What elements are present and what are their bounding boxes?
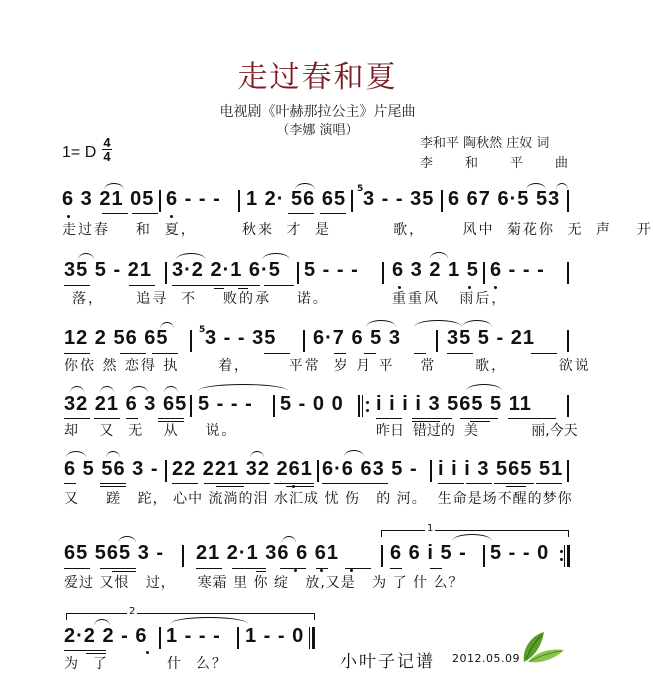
composer-char: 和 — [464, 156, 478, 171]
lyric: 什 — [413, 575, 429, 591]
lyric: 什 — [166, 656, 183, 672]
underline — [364, 353, 376, 354]
leaf-icon — [520, 630, 566, 664]
lyric: 岁 — [333, 358, 350, 374]
underline — [196, 568, 222, 569]
measure-notes: 5 - 0 0 — [280, 393, 344, 415]
measure-notes: 35 5 - 21 — [447, 327, 535, 349]
lyric: 从 — [163, 423, 180, 439]
lyric: 又恨 — [99, 575, 130, 591]
lyric: 心中 — [173, 491, 204, 507]
lyric: 诺。 — [296, 291, 329, 307]
lyric: 河。 — [396, 491, 427, 507]
measure-notes: 6 - - - — [490, 259, 545, 281]
barline — [159, 627, 161, 649]
lyric: 了 — [92, 656, 109, 672]
lyric: 重重风 — [392, 291, 440, 307]
slur — [262, 253, 290, 260]
underline — [447, 353, 473, 354]
volta-number: 2 — [129, 606, 136, 617]
underline — [334, 353, 346, 354]
underline — [232, 568, 266, 569]
underline — [152, 353, 178, 354]
slur — [526, 183, 546, 190]
underline — [64, 568, 90, 569]
lyric: 不 — [181, 291, 198, 307]
underline — [132, 213, 158, 214]
measure-notes: 32 21 6 3 65 — [64, 393, 188, 415]
underline — [216, 486, 244, 487]
underline — [274, 483, 314, 484]
composer-char: 李 — [420, 156, 434, 171]
barline — [238, 190, 240, 212]
time-signature — [102, 137, 112, 162]
time-signature-bottom: 4 — [103, 149, 111, 164]
measure-notes: 65 565 3 - — [64, 542, 165, 564]
measure-notes: 21 2·1 36 6 61 — [196, 542, 339, 564]
underline — [438, 483, 464, 484]
measure-notes: 6·7 6 5 3 — [313, 327, 401, 349]
lyric-line — [72, 288, 329, 308]
repeat-dot — [366, 409, 369, 412]
measure-notes: 5 - - - — [198, 393, 253, 415]
underline — [64, 285, 90, 286]
underline — [64, 353, 90, 354]
measure-notes: 6 5 56 3 - — [64, 458, 159, 480]
measure-notes: 1 - - - — [166, 625, 221, 647]
lyric-line — [64, 488, 573, 508]
lyric: 败的承 — [222, 291, 271, 307]
lyric: 雨后， — [459, 291, 508, 307]
underline — [288, 213, 314, 214]
grace-note: 5 — [199, 325, 206, 335]
slur — [282, 536, 296, 543]
underline — [129, 285, 155, 286]
barline — [381, 545, 383, 567]
barline — [567, 262, 569, 284]
barline — [483, 545, 485, 567]
lyric: 平 — [378, 358, 395, 374]
measure-notes: 1 2· 56 65 — [246, 188, 347, 210]
slur — [250, 451, 264, 458]
underline — [244, 483, 270, 484]
lyric: 然 — [102, 358, 119, 374]
low-octave-dot — [170, 215, 173, 218]
lyric: 过， — [145, 575, 176, 591]
measure-notes: 6 - - - — [166, 188, 221, 210]
time-signature-top: 4 — [103, 135, 111, 150]
song-subtitle: 电视剧《叶赫那拉公主》片尾曲 — [219, 104, 416, 120]
underline — [126, 418, 138, 419]
barline — [317, 460, 319, 482]
underline — [430, 568, 442, 569]
barline — [165, 262, 167, 284]
lyric: 欲说 — [558, 358, 591, 374]
lyric: 错过的 — [412, 423, 455, 439]
underline — [345, 568, 371, 569]
lyric: 风中 — [462, 222, 495, 238]
measure-notes: 3 - - 35 — [205, 327, 277, 349]
underline — [280, 568, 306, 569]
repeat-start-thin — [362, 395, 363, 417]
underline — [536, 483, 562, 484]
underline — [466, 483, 492, 484]
lyric-line — [64, 355, 591, 375]
singer-credit: （李娜 演唱） — [276, 123, 359, 138]
lyric: 恋得 — [124, 358, 157, 374]
underline — [100, 483, 126, 484]
lyric: 放, — [305, 575, 326, 591]
measure-notes: 22 221 32 261 — [172, 458, 313, 480]
transcriber-signature: 小叶子记谱 — [340, 652, 435, 672]
lyric: 开 — [636, 222, 653, 238]
underline — [100, 568, 136, 569]
underline — [100, 486, 126, 487]
volta-number: 1 — [427, 523, 434, 534]
composer-char: 曲 — [554, 156, 568, 171]
lyric-line — [64, 420, 237, 440]
lyric: 寒霜 — [197, 575, 228, 591]
lyric: 你 — [253, 575, 269, 591]
lyric: 才 — [286, 222, 303, 238]
underline — [102, 213, 128, 214]
lyric: 落， — [72, 291, 104, 307]
barline — [567, 190, 569, 212]
slur — [94, 619, 110, 626]
measure-notes: 1 - - 0 — [245, 625, 305, 647]
lyric: 夏， — [164, 222, 197, 238]
slur — [66, 451, 86, 458]
underline — [320, 213, 346, 214]
underline — [362, 483, 388, 484]
lyric: 昨日 — [376, 423, 404, 439]
lyric: 菊花你 — [506, 222, 555, 238]
barline — [567, 330, 569, 352]
lyric: 常 — [420, 358, 437, 374]
slur — [78, 253, 94, 260]
grace-note: 5 — [357, 184, 364, 194]
measure-notes: 2·2 2 - 6 — [64, 625, 148, 647]
underline — [120, 353, 146, 354]
slur — [164, 386, 178, 393]
measure-notes: 3 - - 35 — [363, 188, 435, 210]
underline — [286, 486, 314, 487]
slur — [198, 384, 288, 391]
lyric: 流淌的泪 — [208, 491, 269, 507]
underline — [322, 483, 362, 484]
lyric-line — [376, 420, 578, 440]
barline — [441, 190, 443, 212]
slur — [160, 322, 174, 329]
lyric-line — [392, 288, 507, 308]
lyric-line — [242, 219, 653, 239]
lyric: 无 — [128, 423, 145, 439]
slur — [430, 252, 448, 259]
measure-notes: 6 67 6·5 53 — [448, 188, 561, 210]
measure-notes: 12 2 56 65 — [64, 327, 169, 349]
lyric: 了 — [392, 575, 408, 591]
slur — [104, 183, 124, 190]
underline — [460, 418, 498, 419]
measure-notes: 6 3 2 1 5 — [392, 259, 479, 281]
lyric: 水汇成 — [273, 491, 319, 507]
lyric: 无 — [567, 222, 584, 238]
lyric: 么？ — [195, 656, 228, 672]
slur — [452, 534, 492, 541]
underline — [412, 418, 452, 419]
underline — [204, 483, 244, 484]
lyric: 月 — [356, 358, 373, 374]
measure-notes: i i i 3 565 51 — [438, 458, 564, 480]
lyric: 着， — [218, 358, 251, 374]
lyric: 为 — [64, 656, 80, 672]
lyric: 你依 — [64, 358, 96, 374]
lyric: 又是 — [325, 575, 356, 591]
transcription-date: 2012.05.09 — [452, 652, 520, 665]
barline — [190, 330, 192, 352]
composer-char: 平 — [509, 156, 523, 171]
slur — [176, 253, 206, 260]
underline — [508, 418, 556, 419]
lyricist-credit: 李和平 陶秋然 庄奴 词 — [420, 136, 550, 151]
lyric: 秋来 — [242, 222, 274, 238]
slur — [70, 386, 84, 393]
low-octave-dot — [67, 215, 70, 218]
repeat-dot — [560, 550, 563, 553]
lyric: 执 — [163, 358, 180, 374]
lyric: 又 — [64, 491, 79, 507]
slur — [366, 320, 396, 327]
barline — [567, 460, 569, 482]
underline — [158, 418, 184, 419]
underline — [94, 418, 120, 419]
lyric: 丽,今天 — [531, 423, 578, 439]
repeat-dot — [366, 401, 369, 404]
underline — [64, 483, 76, 484]
barline — [483, 262, 485, 284]
slur — [556, 183, 568, 190]
lyric: 忧 — [324, 491, 340, 507]
slur — [462, 320, 492, 327]
barline — [303, 330, 305, 352]
lyric: 追寻 — [136, 291, 169, 307]
measure-notes: 3·2 2·1 6·5 — [172, 259, 281, 281]
lyric: 里 — [233, 575, 249, 591]
lyric: 和 — [135, 222, 152, 238]
lyric: 么？ — [433, 575, 464, 591]
lyric: 声 — [595, 222, 612, 238]
lyric-line — [62, 219, 197, 239]
slur — [100, 386, 114, 393]
slur — [170, 617, 248, 624]
slur — [414, 320, 462, 327]
lyric: 又 — [99, 423, 116, 439]
composer-credit — [420, 152, 568, 171]
barline — [436, 330, 438, 352]
underline — [506, 486, 526, 487]
measure-notes: 6·6 63 5 - — [322, 458, 418, 480]
underline — [216, 285, 260, 286]
barline — [190, 395, 192, 417]
measure-notes: 6 3 21 05 — [62, 188, 155, 210]
song-title: 走过春和夏 — [237, 60, 398, 95]
lyric: 美 — [463, 423, 478, 439]
slur — [118, 536, 136, 543]
lyric: 绽 — [273, 575, 289, 591]
underline — [414, 353, 426, 354]
barline — [273, 395, 275, 417]
underline — [531, 353, 557, 354]
underline — [390, 568, 402, 569]
underline — [264, 353, 290, 354]
repeat-end-thick — [567, 545, 570, 567]
barline — [297, 262, 299, 284]
final-barline-thick — [312, 627, 315, 649]
lyric: 是 — [314, 222, 331, 238]
measure-notes: i i i i 3 565 5 11 — [376, 393, 532, 415]
slur — [130, 386, 148, 393]
measure-notes: 5 - - - — [304, 259, 359, 281]
lyric: 爱过 — [64, 575, 94, 591]
repeat-end-thin — [564, 545, 565, 567]
underline — [64, 650, 106, 651]
lyric: 说。 — [205, 423, 238, 439]
barline — [237, 627, 239, 649]
barline — [430, 460, 432, 482]
repeat-start-thick — [358, 395, 360, 417]
slur — [295, 183, 315, 190]
barline — [567, 395, 569, 417]
lyric-line-clipped — [64, 653, 228, 672]
measure-notes: 5 - - 0 — [490, 542, 550, 564]
key-signature: 1= D — [62, 144, 97, 161]
lyric: 为 — [372, 575, 388, 591]
lyric: 却 — [64, 423, 80, 439]
lyric: 歌， — [475, 358, 508, 374]
lyric: 生命是场不醒的梦你 — [437, 491, 573, 507]
underline — [264, 285, 294, 286]
barline — [165, 460, 167, 482]
lyric: 歌， — [393, 222, 426, 238]
final-barline-thin — [309, 627, 310, 649]
slur — [106, 451, 120, 458]
barline — [182, 545, 184, 567]
underline — [494, 483, 534, 484]
measure-notes: 6 6 i 5 - — [390, 542, 467, 564]
lyric: 的 — [376, 491, 392, 507]
underline — [172, 483, 198, 484]
lyric: 跎， — [137, 491, 168, 507]
slur — [466, 384, 502, 391]
barline — [351, 190, 353, 212]
repeat-dot — [560, 558, 563, 561]
underline — [172, 285, 216, 286]
lyric: 蹉 — [106, 491, 122, 507]
lyric: 平常 — [288, 358, 321, 374]
slur — [344, 450, 364, 457]
lyric-line — [64, 572, 464, 592]
barline — [159, 190, 161, 212]
barline — [382, 262, 384, 284]
underline — [64, 418, 90, 419]
measure-notes: 35 5 - 21 — [64, 259, 152, 281]
lyric: 走过春 — [62, 222, 110, 238]
lyric: 伤 — [344, 491, 360, 507]
underline — [376, 418, 402, 419]
